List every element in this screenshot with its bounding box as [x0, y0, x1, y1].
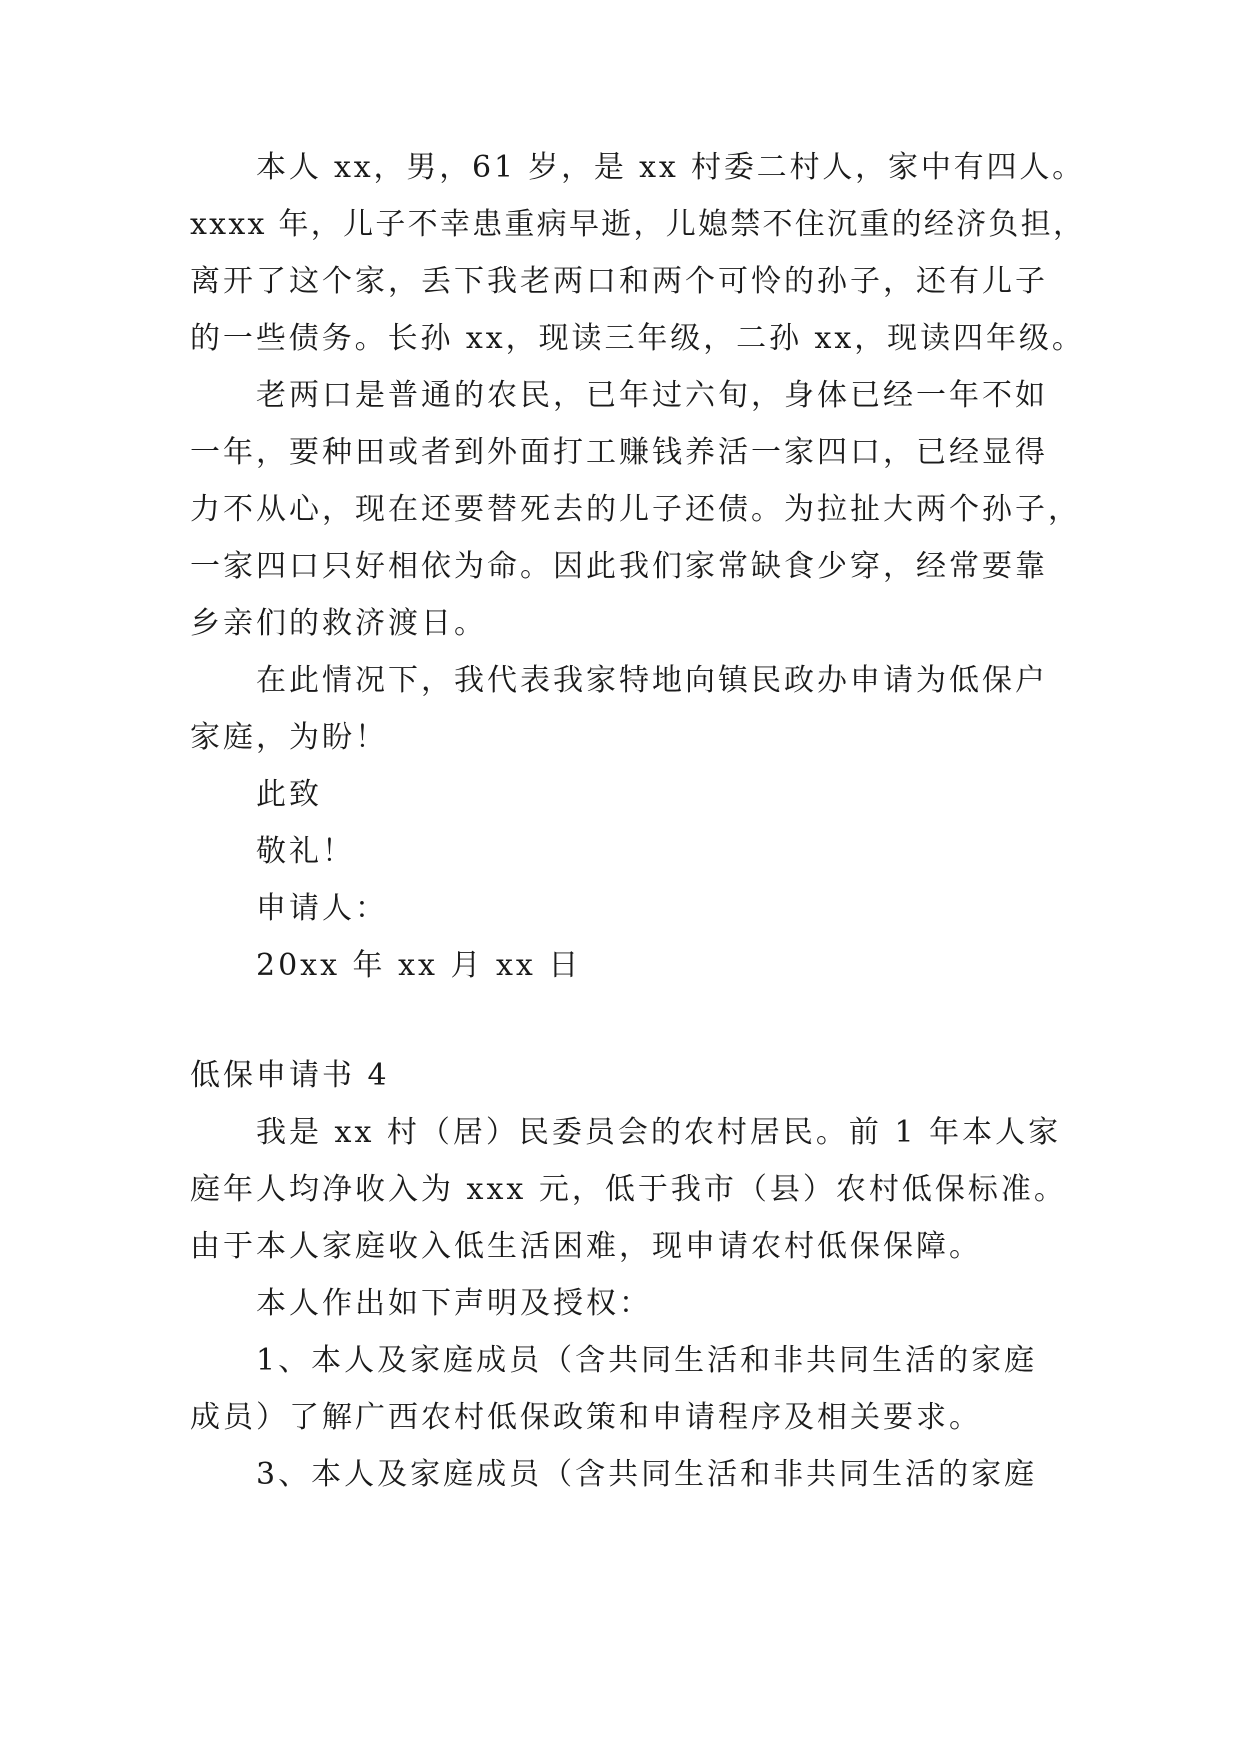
paragraph-4-line-2 — [0, 1160, 1241, 1220]
declaration-item-1-line-2 — [0, 1388, 1241, 1448]
text-line: 我是 xx 村（居）民委员会的农村居民。前 1 年本人家 — [256, 1115, 1062, 1150]
declaration-item-3-line-1 — [0, 1445, 1241, 1505]
text-line: 由于本人家庭收入低生活困难，现申请农村低保保障。 — [190, 1229, 982, 1264]
text-line: 老两口是普通的农民，已年过六旬，身体已经一年不如 — [256, 378, 1048, 413]
text-line: 成员）了解广西农村低保政策和申请程序及相关要求。 — [190, 1400, 982, 1435]
paragraph-2-line-5 — [0, 594, 1241, 654]
applicant-label — [0, 879, 1241, 939]
text-line: 一年，要种田或者到外面打工赚钱养活一家四口，已经显得 — [190, 435, 1048, 470]
paragraph-2-line-4 — [0, 537, 1241, 597]
text-line: 本人作出如下声明及授权： — [256, 1286, 652, 1321]
text-line: 在此情况下，我代表我家特地向镇民政办申请为低保户 — [256, 663, 1048, 698]
paragraph-1-line-1 — [0, 138, 1241, 198]
text-line: 20xx 年 xx 月 xx 日 — [256, 948, 582, 983]
text-line: 庭年人均净收入为 xxx 元，低于我市（县）农村低保标准。 — [190, 1172, 1067, 1207]
paragraph-1-line-2 — [0, 195, 1241, 255]
paragraph-2-line-1 — [0, 366, 1241, 426]
closing-salutation — [0, 765, 1241, 825]
paragraph-2-line-2 — [0, 423, 1241, 483]
text-line: 敬礼！ — [256, 834, 355, 869]
text-line: xxxx 年，儿子不幸患重病早逝，儿媳禁不住沉重的经济负担， — [190, 207, 1086, 242]
text-line: 此致 — [256, 777, 322, 812]
declaration-item-1-line-1 — [0, 1331, 1241, 1391]
text-line: 家庭，为盼！ — [190, 720, 388, 755]
text-line: 乡亲们的救济渡日。 — [190, 606, 487, 641]
text-line: 一家四口只好相依为命。因此我们家常缺食少穿，经常要靠 — [190, 549, 1048, 584]
text-line: 1、本人及家庭成员（含共同生活和非共同生活的家庭 — [256, 1343, 1038, 1378]
closing-regards — [0, 822, 1241, 882]
text-line: 本人 xx，男，61 岁，是 xx 村委二村人，家中有四人。 — [256, 150, 1085, 185]
section-heading — [0, 1046, 1241, 1106]
paragraph-1-line-3 — [0, 252, 1241, 312]
paragraph-4-line-3 — [0, 1217, 1241, 1277]
paragraph-1-line-4 — [0, 309, 1241, 369]
text-line: 申请人： — [256, 891, 388, 926]
paragraph-3-line-1 — [0, 651, 1241, 711]
text-line: 低保申请书 4 — [190, 1058, 390, 1093]
text-line: 3、本人及家庭成员（含共同生活和非共同生活的家庭 — [256, 1457, 1038, 1492]
paragraph-4-line-1 — [0, 1103, 1241, 1163]
text-line: 的一些债务。长孙 xx，现读三年级，二孙 xx，现读四年级。 — [190, 321, 1085, 356]
text-line: 力不从心，现在还要替死去的儿子还债。为拉扯大两个孙子， — [190, 492, 1081, 527]
paragraph-2-line-3 — [0, 480, 1241, 540]
declaration-intro — [0, 1274, 1241, 1334]
paragraph-3-line-2 — [0, 708, 1241, 768]
date-line — [0, 936, 1241, 996]
text-line: 离开了这个家，丢下我老两口和两个可怜的孙子，还有儿子 — [190, 264, 1048, 299]
